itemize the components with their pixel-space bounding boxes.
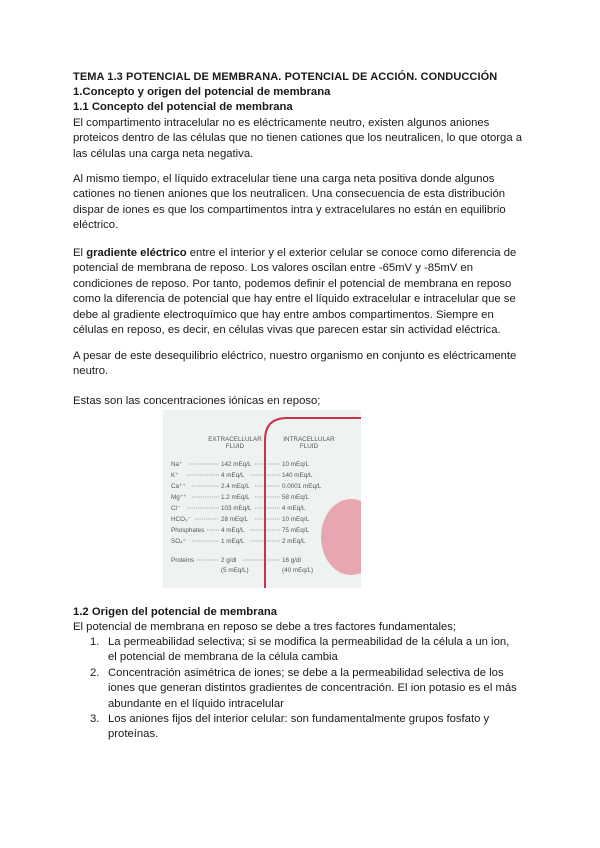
protein-label: Proteins <box>171 557 195 564</box>
paragraph-6: El potencial de membrana en reposo se debe a tres factores fundamentales; <box>73 621 457 633</box>
ion-label: Cl⁻ <box>171 505 181 512</box>
paragraph-3-body: entre el interior y el exterior celular se conoce como diferencia de potencial de membrana de reposo. Los valores oscilan entre -65mV y -85mV en condiciones de reposo. Por tanto, podemos definir el potencial de membrana en reposo como la diferencia de potencial que hay entre el líquido extracelular e intracelular que se debe al gradiente electroquímico que hay entre ambos compartimentos. Siempre en células en reposo, es decir, en células vivas que parecen estar sin actividad eléctrica. <box>73 247 517 337</box>
list-item <box>90 635 520 666</box>
extracellular-value: 142 mEq/L <box>221 461 252 468</box>
intracellular-value: 10 mEq/L <box>282 516 309 523</box>
extracellular-value: 1 mEq/L <box>221 538 245 545</box>
extracellular-value: 103 mEq/L <box>221 505 252 512</box>
paragraph-1: El compartimento intracelular no es eléctricamente neutro, existen algunos aniones proteicos dentro de las células que no tienen cationes que los neutralicen, lo que otorga a las células una carga neta negativa. <box>73 117 523 160</box>
extracellular-value: 1.2 mEq/L <box>221 494 250 501</box>
section-1-heading: 1.Concepto y origen del potencial de membrana <box>73 86 331 98</box>
protein-extracellular-value: 2 g/dl <box>221 557 237 564</box>
paragraph-2: Al mismo tiempo, el líquido extracelular tiene una carga neta positiva donde algunos cationes no tienen aniones que los neutralicen. Una consecuencia de esta distribución dispar de iones es que los compartimentos intra y extracelulares no están en equilibrio eléctrico. <box>73 173 506 232</box>
extracellular-value: 4 mEq/L <box>221 472 245 479</box>
intracellular-value: 10 mEq/L <box>282 461 309 468</box>
ion-label: Na⁺ <box>171 461 183 468</box>
section-1-1-heading: 1.1 Concepto del potencial de membrana <box>73 101 293 113</box>
extracellular-header-2: FLUID <box>225 443 245 450</box>
list-item-text: Los aniones fijos del interior celular: son fundamentalmente grupos fosfato y proteínas. <box>108 713 490 741</box>
list-item-text: La permeabilidad selectiva; si se modifica la permeabilidad de la célula a un ion, el potencial de membrana de la célula cambia <box>108 636 510 664</box>
extracellular-value: 2.4 mEq/L <box>221 483 250 490</box>
intracellular-header-2: FLUID <box>299 443 319 450</box>
protein-intracellular-meq: (40 mEq/L) <box>282 567 314 574</box>
ion-label: Ca⁺⁺ <box>171 483 186 490</box>
extracellular-header-1: EXTRACELLULAR <box>208 436 262 443</box>
factors-list <box>90 635 520 743</box>
ion-concentration-figure <box>163 410 361 588</box>
section-1-2-heading: 1.2 Origen del potencial de membrana <box>73 606 278 618</box>
intracellular-header-1: INTRACELLULAR <box>283 436 335 443</box>
extracellular-value: 28 mEq/L <box>221 516 248 523</box>
document-title: TEMA 1.3 POTENCIAL DE MEMBRANA. POTENCIAL DE ACCIÓN. CONDUCCIÓN <box>73 71 498 83</box>
paragraph-3 <box>73 246 523 338</box>
list-item-number: 2. <box>90 666 100 679</box>
list-item-number: 3. <box>90 713 100 726</box>
paragraph-5: Estas son las concentraciones iónicas en reposo; <box>73 395 321 407</box>
ion-label: Phosphates <box>171 527 205 534</box>
list-item <box>90 712 520 743</box>
paragraph-4: A pesar de este desequilibrio eléctrico, nuestro organismo en conjunto es eléctricamente neutro. <box>73 350 517 378</box>
list-item-text: Concentración asimétrica de iones; se debe a la permeabilidad selectiva de los iones que generan distintos gradientes de concentración. El ion potasio es el más abundante en el líquido intracelular <box>108 666 517 710</box>
ion-label: Mg⁺⁺ <box>171 494 187 501</box>
intracellular-value: 4 mEq/L <box>282 505 306 512</box>
ion-label: HCO₃⁻ <box>171 516 191 523</box>
intracellular-value: 0.0001 mEq/L <box>282 483 322 490</box>
intracellular-value: 58 mEq/L <box>282 494 309 501</box>
protein-intracellular-value: 16 g/dl <box>282 557 301 564</box>
intracellular-value: 140 mEq/L <box>282 472 313 479</box>
paragraph-3-intro: El <box>73 247 87 259</box>
protein-extracellular-meq: (5 mEq/L) <box>221 567 249 574</box>
intracellular-value: 75 mEq/L <box>282 527 309 534</box>
ion-label: SO₄⁼ <box>171 538 186 545</box>
list-item <box>90 666 520 712</box>
gradiente-electrico-term: gradiente eléctrico <box>86 247 187 259</box>
extracellular-value: 4 mEq/L <box>221 527 245 534</box>
intracellular-value: 2 mEq/L <box>282 538 306 545</box>
list-item-number: 1. <box>90 636 100 648</box>
ion-label: K⁺ <box>171 472 179 479</box>
